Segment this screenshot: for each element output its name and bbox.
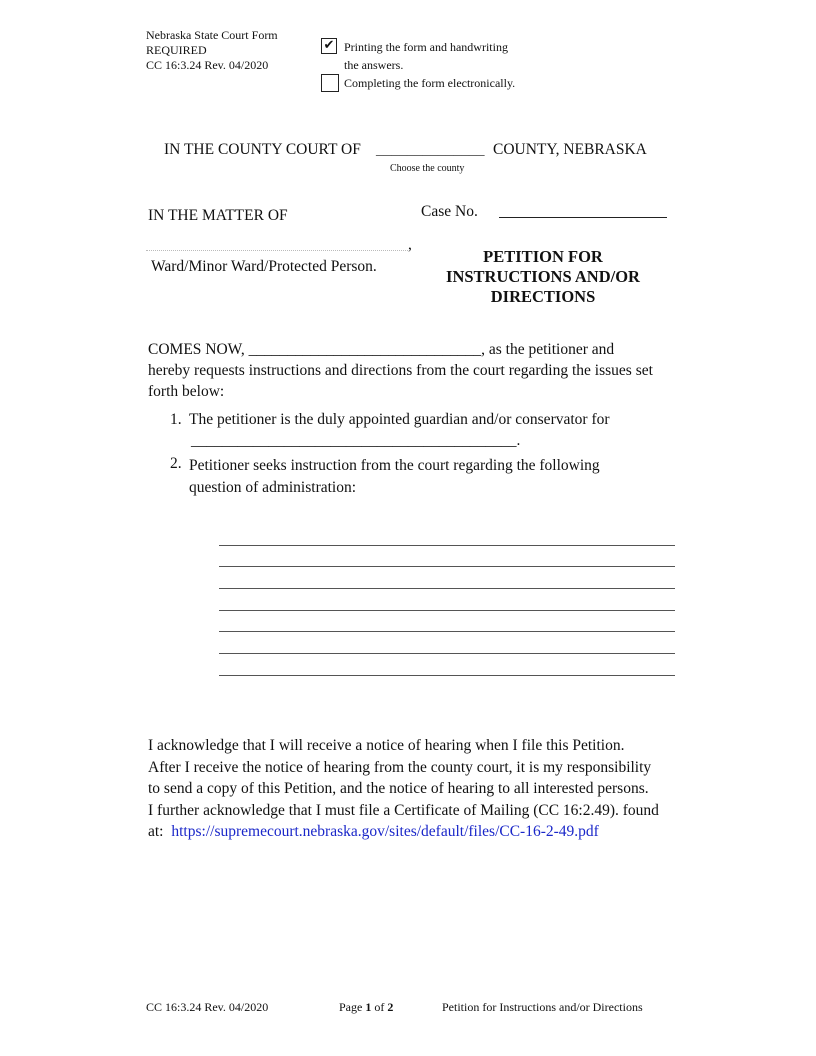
checkmark-icon: ✔ [323, 38, 335, 53]
petition-body: COMES NOW, ______________________________, as the petitioner and hereby requests instructions and directions from the court regarding the issues set forth below: [148, 339, 688, 402]
case-number-label: Case No. [421, 203, 478, 220]
item-2-text: Petitioner seeks instruction from the court regarding the following question of administration: [189, 457, 600, 496]
item-1-text: The petitioner is the duly appointed guardian and/or conservator for [189, 411, 610, 428]
county-input[interactable]: ______________ [376, 141, 485, 158]
comes-now-label: COMES NOW, [148, 341, 245, 358]
footer-form-id: CC 16:3.24 Rev. 04/2020 [146, 1000, 269, 1014]
acknowledgment: I acknowledge that I will receive a notice of hearing when I file this Petition. After I receive the notice of hearing from the county court, it is my responsibility to send a copy of this Petition, and the notice of hearing to all interested persons. I further acknowledge that I must file a Certificate of Mailing (CC 16:2.49). found at: https://supremecourt.nebraska.gov/sites/default/files/CC-16-2-49.pdf [148, 737, 659, 840]
option-printing-checkbox[interactable] [321, 38, 337, 54]
petition-title: PETITION FOR INSTRUCTIONS AND/OR DIRECTIONS [446, 247, 640, 306]
footer-doc-title: Petition for Instructions and/or Directions [442, 1000, 643, 1014]
option-electronic-checkbox[interactable] [321, 74, 339, 92]
ward-name-input[interactable] [146, 250, 408, 251]
matter-label: IN THE MATTER OF [148, 207, 288, 224]
answer-line[interactable] [219, 588, 675, 589]
item-1-number: 1. [170, 411, 182, 428]
certificate-of-mailing-link[interactable]: https://supremecourt.nebraska.gov/sites/default/files/CC-16-2-49.pdf [171, 823, 599, 840]
form-header [146, 28, 278, 73]
answer-line[interactable] [219, 653, 675, 654]
court-suffix: COUNTY, NEBRASKA [493, 141, 647, 158]
county-hint: Choose the county [390, 163, 465, 174]
form-required-label: REQUIRED [146, 43, 207, 57]
guardian-for-input[interactable]: __________________________________________. [191, 432, 521, 449]
case-number-input[interactable] [499, 217, 667, 218]
body-line-2: hereby requests instructions and directions from the court regarding the issues set [148, 362, 653, 379]
option-printing-label: Printing the form and handwriting the answers. [344, 40, 508, 72]
ward-label: Ward/Minor Ward/Protected Person. [151, 258, 377, 275]
form-revision-label: CC 16:3.24 Rev. 04/2020 [146, 58, 269, 72]
item-2-number: 2. [170, 455, 182, 472]
form-state-label: Nebraska State Court Form [146, 28, 278, 42]
answer-line[interactable] [219, 675, 675, 676]
answer-line[interactable] [219, 566, 675, 567]
option-electronic-label: Completing the form electronically. [344, 76, 516, 90]
petitioner-name-input[interactable]: ______________________________ [248, 341, 482, 358]
answer-line[interactable] [219, 610, 675, 611]
ward-comma: , [408, 236, 412, 253]
answer-line[interactable] [219, 545, 675, 546]
body-line-3: forth below: [148, 383, 225, 400]
court-prefix: IN THE COUNTY COURT OF [164, 141, 361, 158]
answer-line[interactable] [219, 631, 675, 632]
footer-page-number: Page 1 of 2 [339, 1000, 394, 1014]
